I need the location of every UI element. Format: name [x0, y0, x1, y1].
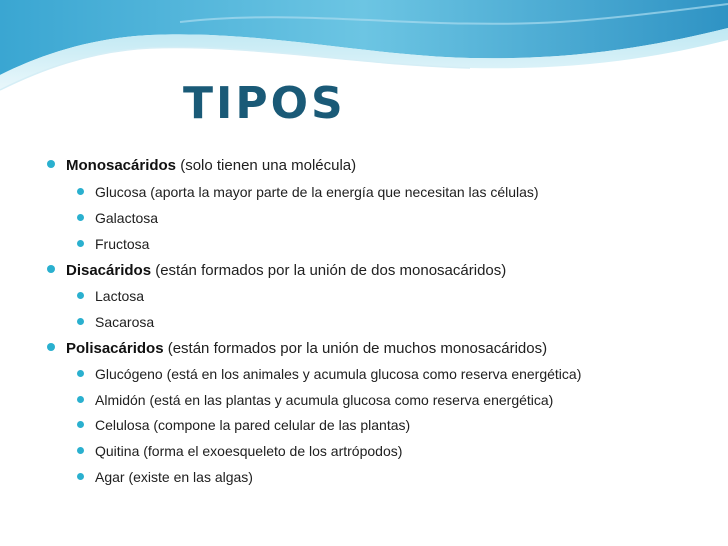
bullet-icon	[47, 265, 55, 273]
bullet-icon	[47, 343, 55, 351]
bullet-icon	[77, 473, 84, 480]
sub-list-item	[77, 236, 149, 252]
sub-list-item	[77, 210, 158, 226]
item-description: (están formados por la unión de muchos monosacáridos)	[163, 340, 548, 357]
sub-list-item	[77, 392, 553, 408]
bullet-icon	[77, 240, 84, 247]
list-item	[47, 262, 506, 279]
bullet-icon	[77, 318, 84, 325]
slide-title: TIPOS	[183, 78, 346, 129]
sub-item-text: Almidón (está en las plantas y acumula glucosa como reserva energética)	[95, 392, 554, 408]
sub-list-item	[77, 469, 253, 485]
sub-item-text: Fructosa	[95, 236, 150, 252]
bullet-icon	[77, 188, 84, 195]
bullet-icon	[77, 292, 84, 299]
sub-list-item	[77, 417, 410, 433]
bullet-icon	[47, 160, 55, 168]
sub-list-item	[77, 288, 144, 304]
bullet-icon	[77, 447, 84, 454]
item-term: Polisacáridos	[66, 340, 164, 357]
bullet-icon	[77, 421, 84, 428]
item-description: (solo tienen una molécula)	[176, 157, 357, 174]
sub-list-item	[77, 314, 154, 330]
sub-item-text: Glucógeno (está en los animales y acumula glucosa como reserva energética)	[95, 366, 582, 382]
sub-item-text: Quitina (forma el exoesqueleto de los artrópodos)	[95, 443, 403, 459]
sub-item-text: Lactosa	[95, 288, 145, 304]
sub-item-text: Sacarosa	[95, 314, 155, 330]
sub-item-text: Glucosa (aporta la mayor parte de la energía que necesitan las células)	[95, 184, 539, 200]
sub-list-item	[77, 443, 402, 459]
item-description: (están formados por la unión de dos monosacáridos)	[151, 262, 507, 279]
list-item	[47, 157, 356, 174]
sub-item-text: Galactosa	[95, 210, 159, 226]
bullet-icon	[77, 370, 84, 377]
list-item	[47, 340, 547, 357]
sub-list-item	[77, 184, 539, 200]
item-term: Disacáridos	[66, 262, 152, 279]
bullet-icon	[77, 396, 84, 403]
sub-item-text: Celulosa (compone la pared celular de las plantas)	[95, 417, 411, 433]
sub-item-text: Agar (existe en las algas)	[95, 469, 253, 485]
item-term: Monosacáridos	[66, 157, 177, 174]
bullet-icon	[77, 214, 84, 221]
sub-list-item	[77, 366, 581, 382]
